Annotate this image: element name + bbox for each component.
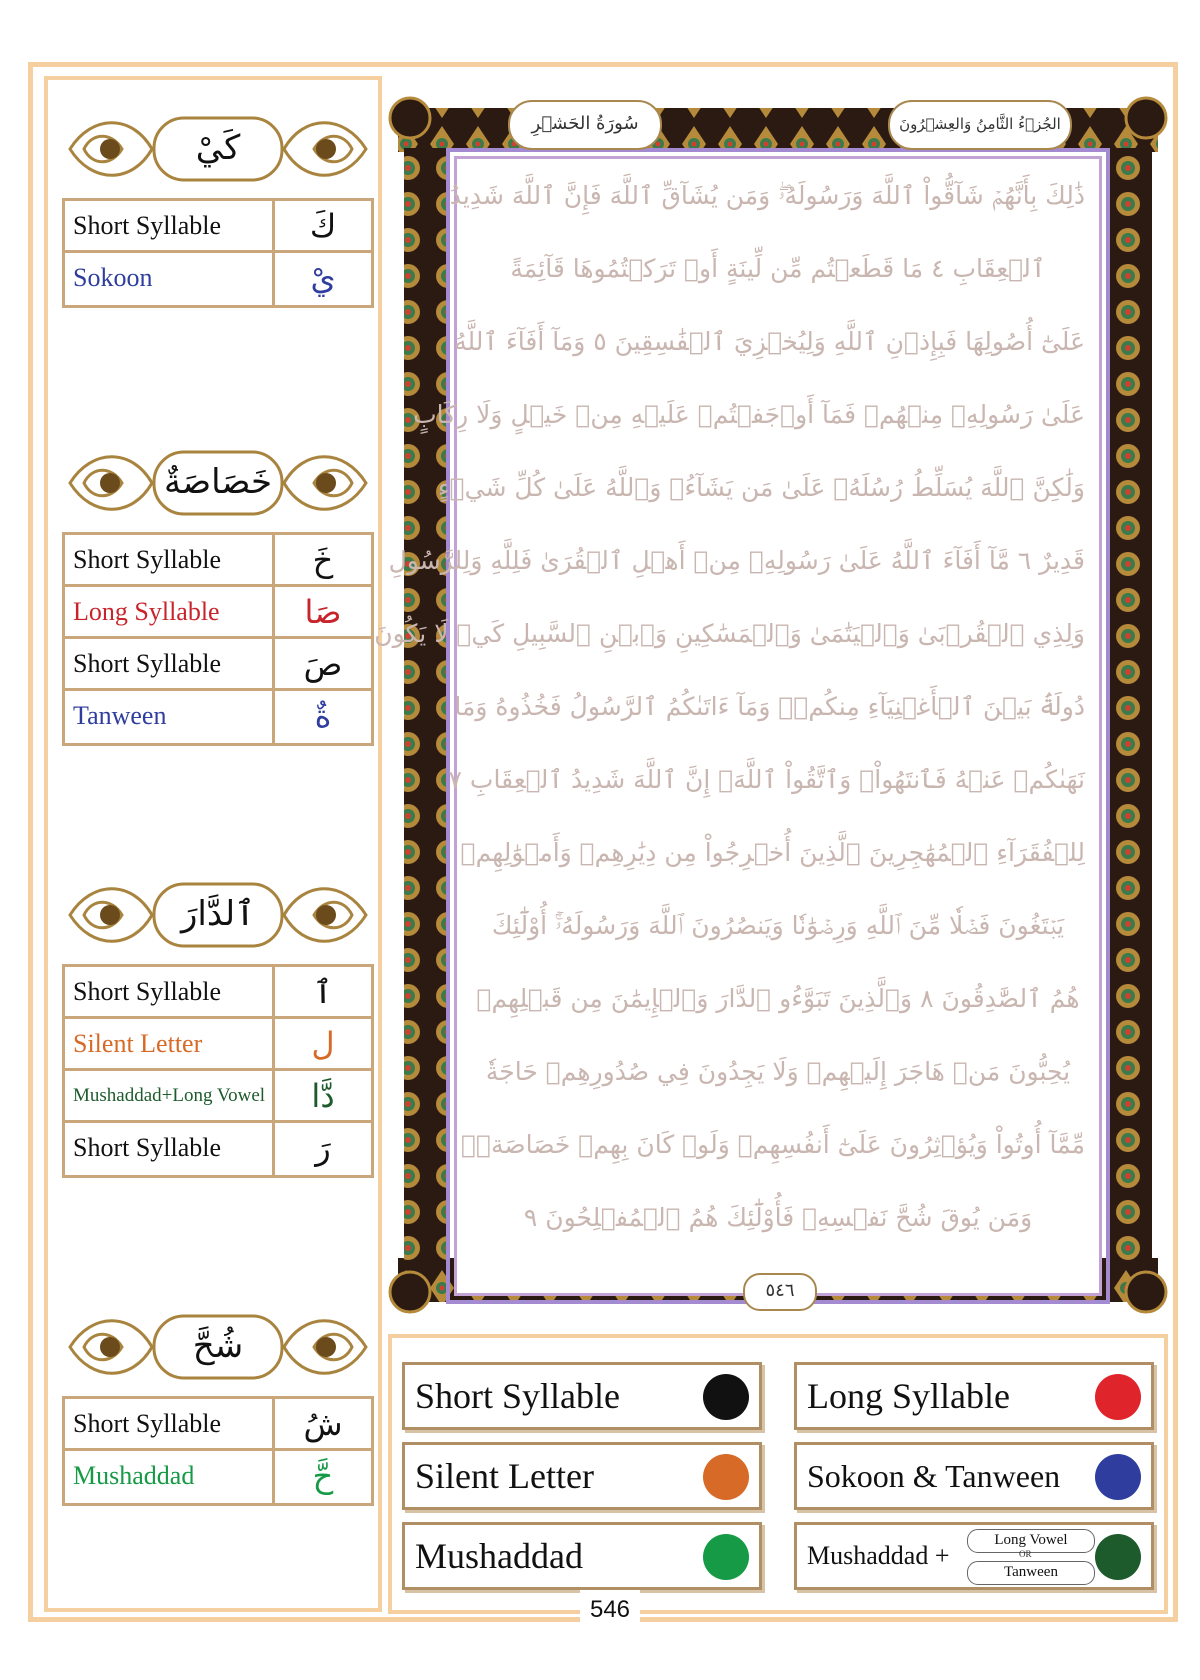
syllable-glyph: صَا xyxy=(304,593,342,631)
legend-label: Mushaddad xyxy=(415,1536,583,1576)
word-ornament xyxy=(62,104,374,194)
verse-line: وَلَٰكِنَّ ٱللَّهَ يُسَلِّطُ رُسُلَهُۥ عَلَىٰ مَن يَشَآءُۚ وَٱللَّهُ عَلَىٰ كُلِّ شَيۡءٍ xyxy=(437,473,1085,502)
syllable-glyph: ل xyxy=(311,1025,335,1063)
silent-letter-color-dot xyxy=(703,1454,749,1500)
quran-page xyxy=(374,78,1168,1328)
word-ornament xyxy=(62,438,374,528)
syllable-type-label: Long Syllable xyxy=(65,587,275,636)
word-ornament xyxy=(62,870,374,960)
verse-line: هُمُ ٱلصَّٰدِقُونَ ٨ وَٱلَّذِينَ تَبَوَّءُو ٱلدَّارَ وَٱلۡإِيمَٰنَ مِن قَبۡلِهِمۡ xyxy=(476,984,1080,1013)
syllable-row xyxy=(65,639,371,691)
verse-line: يَبۡتَغُونَ فَضۡلٗا مِّنَ ٱللَّهِ وَرِضۡوَٰنٗا وَيَنصُرُونَ ٱللَّهَ وَرَسُولَهُۥٓۚ أُوْلَٰٓئِكَ xyxy=(491,911,1065,940)
verse-line: ذَٰلِكَ بِأَنَّهُمۡ شَآقُّواْ ٱللَّهَ وَرَسُولَهُۥۖ وَمَن يُشَآقِّ ٱللَّهَ فَإِنَّ ٱللَّهَ شَدِيدُ xyxy=(449,181,1085,210)
mushaddad-long-color-dot xyxy=(1095,1534,1141,1580)
verse-line: وَلِذِي ٱلۡقُرۡبَىٰ وَٱلۡيَتَٰمَىٰ وَٱلۡمَسَٰكِينِ وَٱبۡنِ ٱلسَّبِيلِ كَيۡ لَا يَكُونَ xyxy=(374,619,1085,648)
arabic-word: ٱلدَّارَ xyxy=(181,894,255,934)
juz-name-header: الجُزۡءُ الثَّامِنُ وَالعِشۡرُونَ xyxy=(888,100,1072,150)
syllable-row xyxy=(65,1019,371,1071)
legend-mushaddad xyxy=(402,1522,762,1590)
verse-line: لِلۡفُقَرَآءِ ٱلۡمُهَٰجِرِينَ ٱلَّذِينَ أُخۡرِجُواْ مِن دِيَٰرِهِمۡ وَأَمۡوَٰلِهِمۡ xyxy=(460,838,1085,867)
syllable-type-label: Silent Letter xyxy=(65,1019,275,1068)
verse-line: نَهَىٰكُمۡ عَنۡهُ فَٱنتَهُواْۚ وَٱتَّقُواْ ٱللَّهَۖ إِنَّ ٱللَّهَ شَدِيدُ ٱلۡعِقَابِ ٧ xyxy=(448,765,1085,794)
verse-line: ٱلۡعِقَابِ ٤ مَا قَطَعۡتُم مِّن لِّينَةٍ أَوۡ تَرَكۡتُمُوهَا قَآئِمَةً xyxy=(510,254,1046,283)
syllable-glyph: شُ xyxy=(303,1405,343,1443)
syllable-glyph: ٱ xyxy=(313,973,333,1011)
syllable-row xyxy=(65,1399,371,1451)
short-syllable-color-dot xyxy=(703,1374,749,1420)
color-legend xyxy=(388,1334,1168,1614)
verse-line: قَدِيرٌ ٦ مَّآ أَفَآءَ ٱللَّهُ عَلَىٰ رَسُولِهِۦ مِنۡ أَهۡلِ ٱلۡقُرَىٰ فَلِلَّهِ وَلِلرَّسُولِ xyxy=(388,546,1085,575)
syllable-type-label: Short Syllable xyxy=(65,1123,275,1175)
syllable-type-label: Short Syllable xyxy=(65,1399,275,1448)
arabic-page-number: ٥٤٦ xyxy=(743,1273,817,1311)
tanween-pill: Tanween xyxy=(967,1561,1095,1585)
surah-name-header: سُورَةُ الحَشۡرِ xyxy=(508,100,662,150)
legend-label: Long Syllable xyxy=(807,1376,1010,1416)
word-block xyxy=(62,870,374,1178)
verse-line: عَلَىٰٓ أُصُولِهَا فَبِإِذۡنِ ٱللَّهِ وَلِيُخۡزِيَ ٱلۡفَٰسِقِينَ ٥ وَمَآ أَفَآءَ ٱللَّهُ xyxy=(454,327,1085,356)
legend-sokoon-tanween xyxy=(794,1442,1154,1510)
word-block xyxy=(62,104,374,308)
long-vowel-pill: Long Vowel xyxy=(967,1529,1095,1553)
sokoon-tanween-color-dot xyxy=(1095,1454,1141,1500)
syllable-type-label: Tanween xyxy=(65,691,275,743)
syllable-row xyxy=(65,587,371,639)
verse-line: عَلَىٰ رَسُولِهِۦ مِنۡهُمۡ فَمَآ أَوۡجَفۡتُمۡ عَلَيۡهِ مِنۡ خَيۡلٍ وَلَا رِكَابٍ xyxy=(413,400,1085,429)
verse-text-area xyxy=(374,156,1102,1296)
arabic-word: كَيْ xyxy=(195,128,241,168)
legend-label: Short Syllable xyxy=(415,1376,620,1416)
syllable-type-label: Mushaddad+Long Vowel xyxy=(65,1071,275,1120)
syllable-type-label: Short Syllable xyxy=(65,535,275,584)
syllable-glyph: صَ xyxy=(303,645,343,683)
syllable-row xyxy=(65,1451,371,1503)
legend-label: Silent Letter xyxy=(415,1456,594,1496)
syllable-glyph: ةٌ xyxy=(314,697,332,735)
syllable-table xyxy=(62,964,374,1178)
syllable-glyph: كَ xyxy=(309,207,337,245)
word-breakdown-panel xyxy=(44,76,382,1612)
syllable-row xyxy=(65,535,371,587)
syllable-row xyxy=(65,691,371,743)
page-number: 546 xyxy=(580,1590,640,1630)
syllable-type-label: Short Syllable xyxy=(65,201,275,250)
syllable-glyph: حَّ xyxy=(312,1457,334,1495)
legend-short-syllable xyxy=(402,1362,762,1430)
syllable-type-label: Sokoon xyxy=(65,253,275,305)
or-text: OR xyxy=(1019,1549,1032,1559)
syllable-glyph: خَ xyxy=(312,541,334,579)
verse-line: مِّمَّآ أُوتُواْ وَيُؤۡثِرُونَ عَلَىٰٓ أَنفُسِهِمۡ وَلَوۡ كَانَ بِهِمۡ خَصَاصَةٞۚ xyxy=(460,1130,1085,1159)
syllable-row xyxy=(65,201,371,253)
mushaddad-color-dot xyxy=(703,1534,749,1580)
long-syllable-color-dot xyxy=(1095,1374,1141,1420)
legend-label: Sokoon & Tanween xyxy=(807,1458,1061,1494)
legend-mushaddad-long-vowel xyxy=(794,1522,1154,1590)
syllable-row xyxy=(65,1071,371,1123)
syllable-table xyxy=(62,198,374,308)
syllable-row xyxy=(65,967,371,1019)
syllable-glyph: رَ xyxy=(315,1129,331,1167)
verse-line: وَمَن يُوقَ شُحَّ نَفۡسِهِۦ فَأُوْلَٰٓئِكَ هُمُ ٱلۡمُفۡلِحُونَ ٩ xyxy=(523,1203,1033,1232)
arabic-word: خَصَاصَةٌ xyxy=(164,462,272,502)
arabic-word: شُحَّ xyxy=(192,1326,244,1366)
verse-line: يُحِبُّونَ مَنۡ هَاجَرَ إِلَيۡهِمۡ وَلَا يَجِدُونَ فِي صُدُورِهِمۡ حَاجَةٗ xyxy=(485,1057,1071,1086)
legend-silent-letter xyxy=(402,1442,762,1510)
syllable-type-label: Mushaddad xyxy=(65,1451,275,1503)
syllable-glyph: يْ xyxy=(310,259,336,297)
legend-long-syllable xyxy=(794,1362,1154,1430)
legend-label: Mushaddad + xyxy=(807,1541,950,1570)
word-block xyxy=(62,1302,374,1506)
syllable-type-label: Short Syllable xyxy=(65,639,275,688)
syllable-table xyxy=(62,532,374,746)
word-block xyxy=(62,438,374,746)
syllable-type-label: Short Syllable xyxy=(65,967,275,1016)
syllable-row xyxy=(65,1123,371,1175)
word-ornament xyxy=(62,1302,374,1392)
verse-line: دُولَةَۢ بَيۡنَ ٱلۡأَغۡنِيَآءِ مِنكُمۡۚ وَمَآ ءَاتَىٰكُمُ ٱلرَّسُولُ فَخُذُوهُ وَمَا xyxy=(454,692,1085,721)
syllable-row xyxy=(65,253,371,305)
syllable-table xyxy=(62,1396,374,1506)
syllable-glyph: دَّا xyxy=(311,1077,335,1115)
